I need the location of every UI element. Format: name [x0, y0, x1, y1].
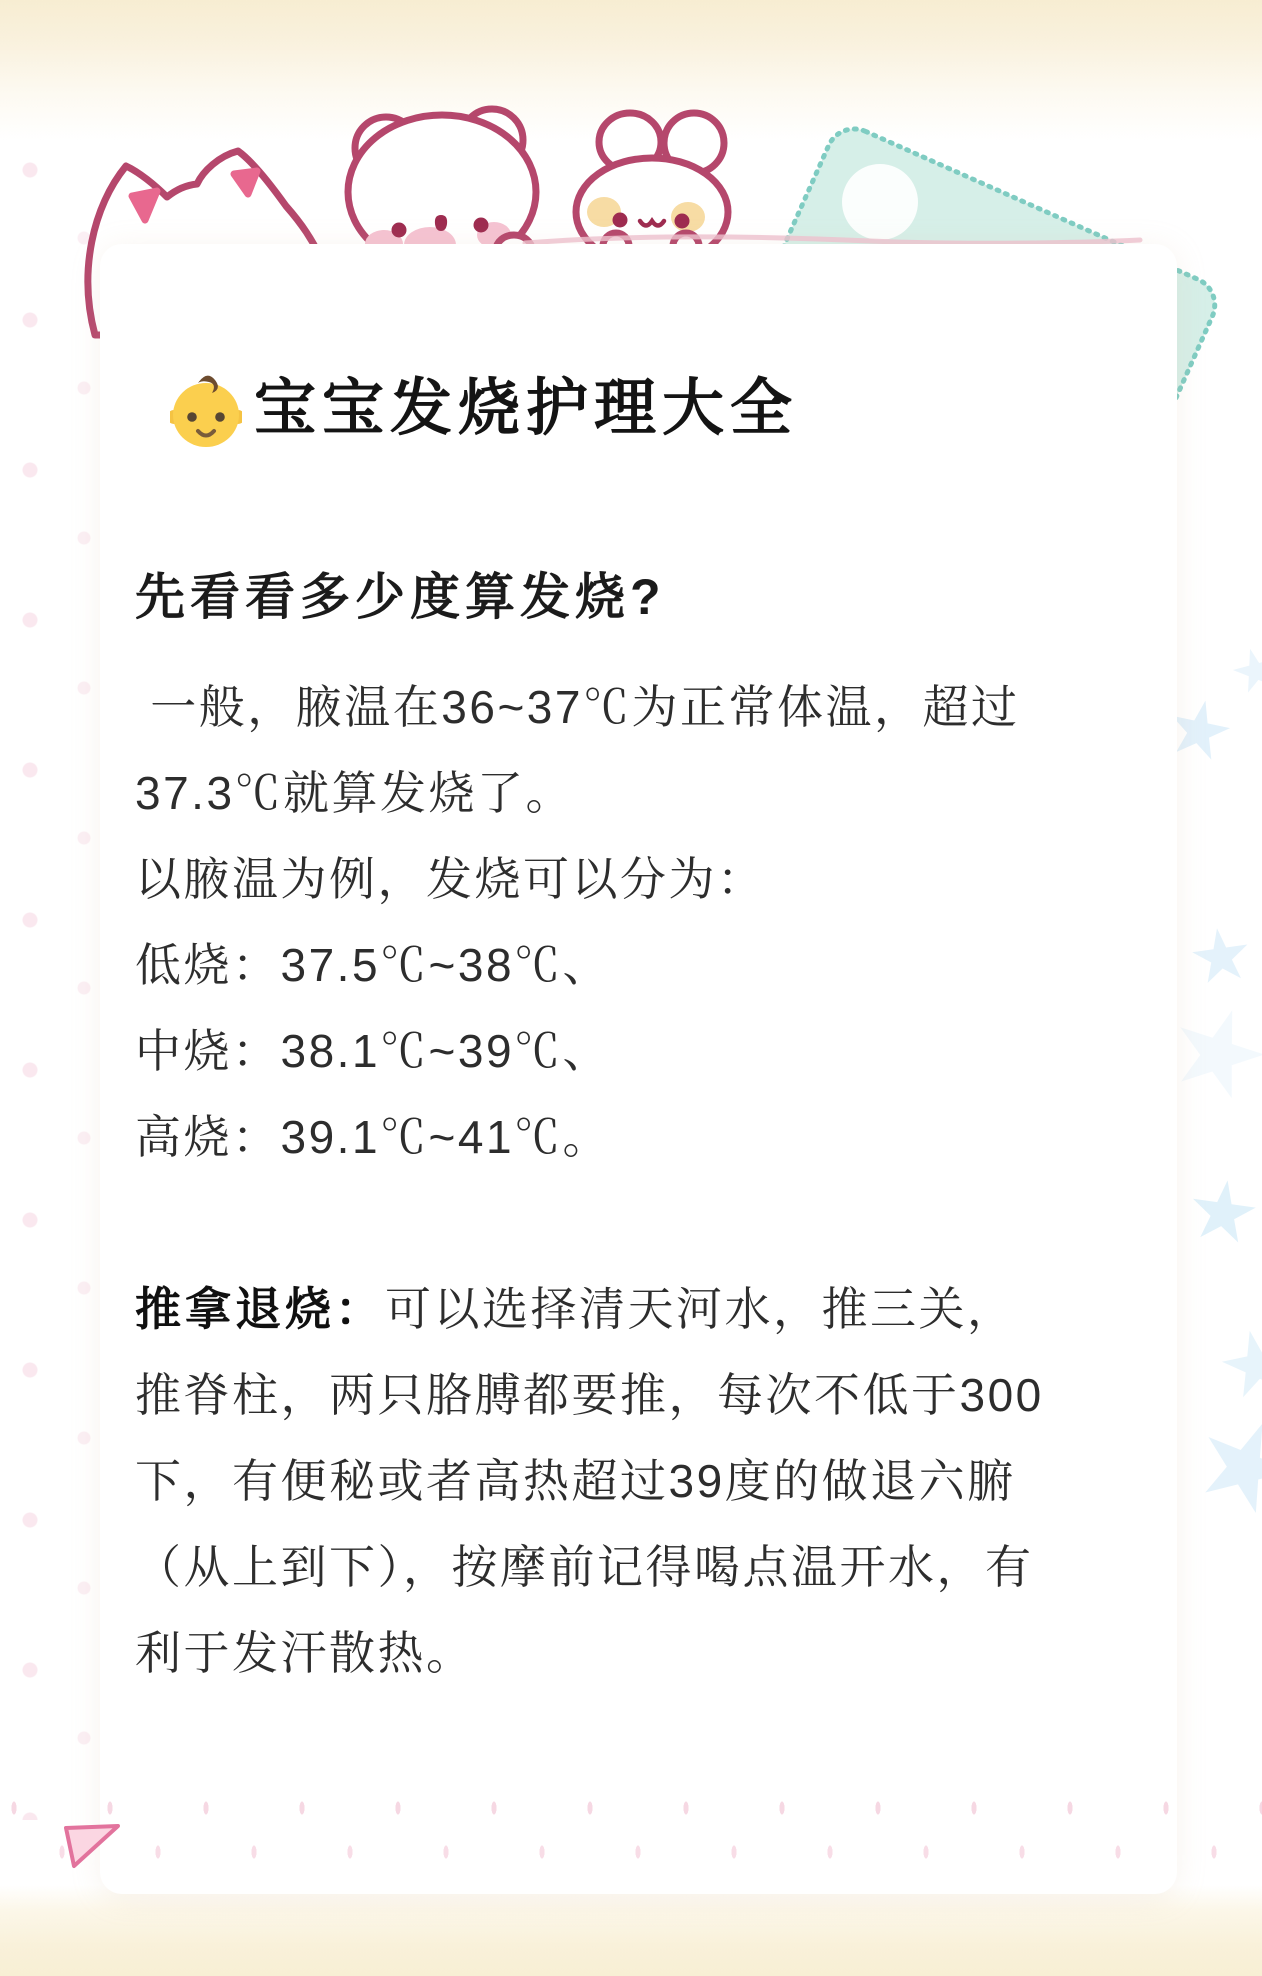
pink-corner-illustration [56, 1816, 136, 1876]
body-line: （从上到下），按摩前记得喝点温开水，有 [135, 1541, 1034, 1593]
body-line: 高烧：39.1℃~41℃。 [135, 1111, 612, 1163]
body-line: 低烧：37.5℃~38℃、 [135, 939, 612, 991]
title-row [170, 368, 798, 450]
body-line: 一般，腋温在36~37℃为正常体温，超过 [135, 681, 1020, 733]
body-line: 下，有便秘或者高热超过39度的做退六腑 [135, 1455, 1016, 1507]
star-decoration [1186, 1176, 1261, 1251]
page-title: 宝宝发烧护理大全 [254, 374, 799, 443]
body-line: 中烧：38.1℃~39℃、 [135, 1025, 612, 1077]
body-text: 可以选择清天河水，推三关， [385, 1283, 1016, 1335]
star-decoration [1184, 1406, 1262, 1528]
body-line: 推脊柱，两只胳膊都要推，每次不低于300 [135, 1369, 1044, 1421]
massage-section-lead: 推拿退烧： [135, 1283, 385, 1335]
star-decoration [1215, 1323, 1262, 1406]
star-decoration [1188, 924, 1254, 990]
baby-icon [170, 369, 242, 449]
body-line [135, 1266, 1115, 1352]
fever-section-body [135, 664, 1115, 1180]
massage-section-body [135, 1266, 1115, 1696]
fever-section-heading: 先看看多少度算发烧? [135, 569, 666, 625]
body-line: 37.3℃就算发烧了。 [135, 767, 575, 819]
body-line: 利于发汗散热。 [135, 1627, 475, 1679]
body-line: 以腋温为例，发烧可以分为： [135, 853, 766, 905]
star-decoration [1228, 643, 1262, 699]
